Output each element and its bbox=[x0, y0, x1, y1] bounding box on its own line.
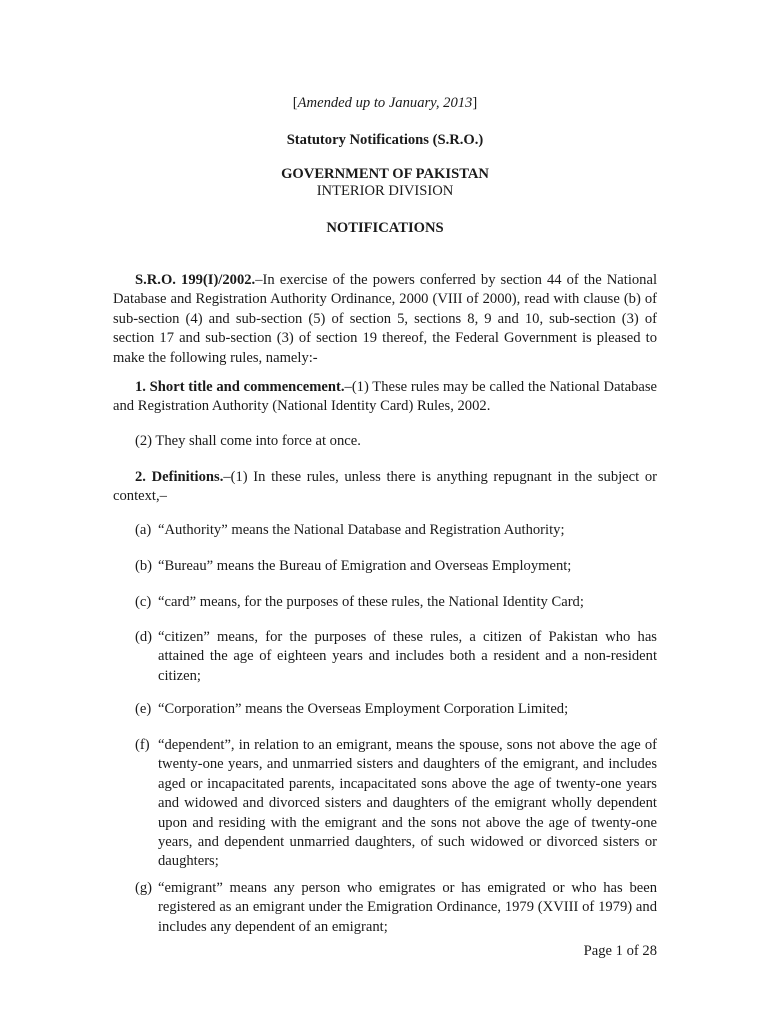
rule-2-paragraph bbox=[113, 468, 657, 507]
clause-label: (a) bbox=[135, 522, 152, 538]
rule-1-heading: 1. Short title and commencement. bbox=[135, 379, 345, 395]
amendment-text: Amended up to January, 2013 bbox=[297, 95, 473, 111]
clause-text: “emigrant” means any person who emigrates or has emigrated or who has been registered as an emigrant under the Emigration Ordinance, 1979 (XVIII of 1979) and includes any dependent of an emigrant; bbox=[158, 880, 657, 935]
definition-clause bbox=[135, 557, 657, 576]
clause-text: “Corporation” means the Overseas Employment Corporation Limited; bbox=[158, 701, 569, 717]
clause-label: (g) bbox=[135, 880, 153, 896]
rule-1-subsection-2: (2) They shall come into force at once. bbox=[135, 433, 361, 449]
amendment-open-bracket: [ bbox=[292, 95, 298, 111]
amendment-close-bracket: ] bbox=[472, 95, 478, 111]
sro-number: S.R.O. 199(I)/2002. bbox=[135, 272, 256, 288]
amendment-note bbox=[113, 94, 657, 113]
clause-text: “Authority” means the National Database and Registration Authority; bbox=[158, 522, 565, 538]
definition-clause bbox=[135, 700, 657, 719]
clause-label: (e) bbox=[135, 701, 152, 717]
document-title: Statutory Notifications (S.R.O.) bbox=[286, 132, 484, 148]
clause-label: (c) bbox=[135, 594, 152, 610]
clause-text: “citizen” means, for the purposes of these rules, a citizen of Pakistan who has attained the age of eighteen years and includes both a resident and a non-resident citizen; bbox=[158, 629, 657, 684]
clause-text: “card” means, for the purposes of these rules, the National Identity Card; bbox=[158, 594, 584, 610]
sro-paragraph bbox=[113, 271, 657, 368]
definition-clause bbox=[135, 736, 657, 872]
rule-1-paragraph bbox=[113, 378, 657, 417]
sro-text: –In exercise of the powers conferred by section 44 of the National Database and Registration Authority Ordinance, 2000 (VIII of 2000), read with clause (b) of sub-section (4) and sub-section (5) of section 5, sections 8, 9 and 10, sub-section (3) of section 17 and sub-section (3) of section 19 thereof, the Federal Government is pleased to make the following rules, namely:- bbox=[113, 272, 658, 366]
page-number: Page 1 of 28 bbox=[583, 943, 657, 959]
clause-text: “dependent”, in relation to an emigrant, means the spouse, sons not above the age of twenty-one years, and unmarried sisters and daughters of the emigrant, and includes aged or incapacitated parents, incapacitated sons above the age of twenty-one years and widowed and divorced sisters and daughters of the emigrant wholly dependent upon and residing with the emigrant and the sons not above the age of twenty-one years, and dependent unmarried daughters, of such widowed or divorced sisters or daughters; bbox=[158, 737, 657, 870]
definition-clause bbox=[135, 879, 657, 937]
clause-text: “Bureau” means the Bureau of Emigration and Overseas Employment; bbox=[158, 558, 572, 574]
clause-label: (f) bbox=[135, 737, 150, 753]
clause-label: (d) bbox=[135, 629, 153, 645]
definition-clause bbox=[135, 628, 657, 686]
rule-2-text: –(1) In these rules, unless there is anything repugnant in the subject or context,– bbox=[113, 469, 657, 505]
rule-2-heading: 2. Definitions. bbox=[135, 469, 224, 485]
definition-clause bbox=[135, 521, 657, 540]
division-heading: INTERIOR DIVISION bbox=[316, 183, 454, 199]
government-heading: GOVERNMENT OF PAKISTAN bbox=[281, 166, 489, 182]
notifications-heading: NOTIFICATIONS bbox=[326, 220, 444, 236]
definition-clause bbox=[135, 593, 657, 612]
clause-label: (b) bbox=[135, 558, 153, 574]
rule-1-text: –(1) These rules may be called the National Database and Registration Authority (National Identity Card) Rules, 2002. bbox=[113, 379, 658, 415]
